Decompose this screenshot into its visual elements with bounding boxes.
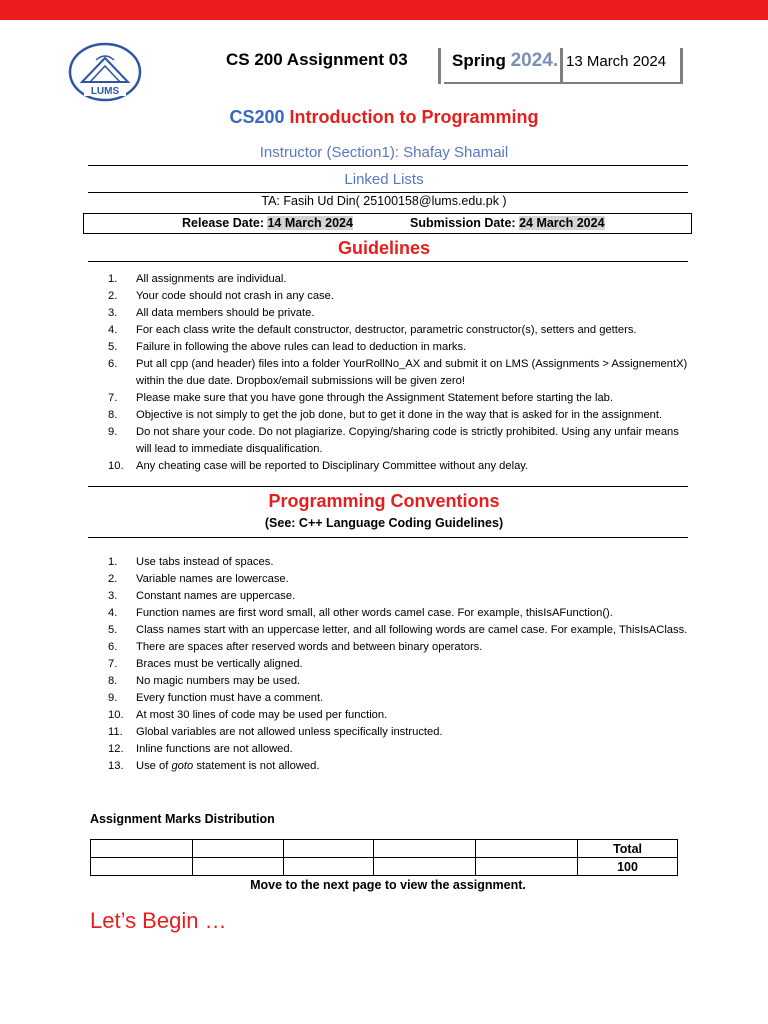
- topic: Linked Lists: [344, 171, 424, 188]
- list-item: 9. Do not share your code. Do not plagiarize. Copying/sharing code is strictly prohibited. Using any unfair means will lead to immediate disqualification.: [108, 426, 679, 455]
- submission-label: Submission Date:: [410, 216, 516, 230]
- term-year: 2024.: [510, 50, 559, 71]
- divider: [88, 261, 688, 262]
- list-item: 12. Inline functions are not allowed.: [108, 743, 293, 755]
- list-item: 3. Constant names are uppercase.: [108, 590, 296, 602]
- list-item: 5. Failure in following the above rules can lead to deduction in marks.: [108, 341, 467, 353]
- top-red-bar: [0, 0, 768, 20]
- submission-value: 24 March 2024: [519, 216, 605, 230]
- header-date: 13 March 2024: [566, 53, 667, 70]
- course-code: CS200: [229, 107, 285, 127]
- list-item: 2. Your code should not crash in any case.: [108, 290, 334, 302]
- table-cell: [283, 840, 374, 858]
- course-name: Introduction to Programming: [289, 107, 539, 127]
- guidelines-list: [0, 271, 696, 475]
- list-item: 10. At most 30 lines of code may be used per function.: [108, 709, 388, 721]
- list-item: 1. All assignments are individual.: [108, 273, 287, 285]
- list-item: 8. No magic numbers may be used.: [108, 675, 301, 687]
- term: [452, 50, 558, 72]
- conventions-subtitle: (See: C++ Language Coding Guidelines): [264, 516, 504, 530]
- header-separator: [560, 48, 563, 84]
- table-cell: [476, 858, 578, 876]
- list-item: 1. Use tabs instead of spaces.: [108, 556, 274, 568]
- header-separator: [438, 48, 441, 84]
- table-cell: [374, 858, 476, 876]
- list-item: 10. Any cheating case will be reported to Disciplinary Committee without any delay.: [108, 460, 529, 472]
- list-item: 4. For each class write the default constructor, destructor, parametric constructor(s), setters and getters.: [108, 324, 637, 336]
- list-item: 11. Global variables are not allowed unless specifically instructed.: [108, 726, 443, 738]
- divider: [88, 486, 688, 487]
- list-item: 8. Objective is not simply to get the job done, but to get it done in the way that is asked for in the assignment.: [108, 409, 663, 421]
- table-cell: [192, 840, 283, 858]
- course-title: [0, 107, 768, 128]
- header-separator: [680, 48, 683, 84]
- list-item: 7. Braces must be vertically aligned.: [108, 658, 303, 670]
- total-value: 100: [578, 858, 678, 876]
- logo-text: LUMS: [90, 86, 120, 97]
- release-label: Release Date:: [182, 216, 264, 230]
- divider: [88, 537, 688, 538]
- next-page-note: Move to the next page to view the assignment.: [250, 878, 526, 892]
- list-item: 5. Class names start with an uppercase letter, and all following words are camel case. For example, ThisIsAClass.: [108, 624, 688, 636]
- total-header: Total: [578, 840, 678, 858]
- list-item: 7. Please make sure that you have gone through the Assignment Statement before starting the lab.: [108, 392, 614, 404]
- guidelines-title: Guidelines: [337, 238, 431, 258]
- release-date: [182, 216, 353, 230]
- marks-table: [90, 839, 678, 876]
- list-item: 13. Use of goto statement is not allowed.: [108, 760, 320, 772]
- list-item: 3. All data members should be private.: [108, 307, 315, 319]
- table-cell: [283, 858, 374, 876]
- table-cell: [91, 858, 193, 876]
- submission-date: [410, 216, 605, 230]
- term-season: Spring: [452, 51, 506, 70]
- table-row: [91, 858, 678, 876]
- lets-begin: Let’s Begin …: [90, 908, 227, 933]
- table-cell: [192, 858, 283, 876]
- table-cell: [476, 840, 578, 858]
- conventions-title: Programming Conventions: [268, 491, 500, 511]
- table-cell: [374, 840, 476, 858]
- table-row: [91, 840, 678, 858]
- divider: [88, 192, 688, 193]
- list-item: 2. Variable names are lowercase.: [108, 573, 289, 585]
- list-item: 6. Put all cpp (and header) files into a folder YourRollNo_AX and submit it on LMS (Assignments > AssignementX) within the due date. Dropbox/email submissions will be given zero!: [108, 358, 688, 387]
- ta-info: TA: Fasih Ud Din( 25100158@lums.edu.pk ): [261, 194, 507, 208]
- release-value: 14 March 2024: [267, 216, 353, 230]
- marks-distribution-label: Assignment Marks Distribution: [90, 812, 275, 826]
- list-item: 4. Function names are first word small, all other words camel case. For example, thisIsAFunction().: [108, 607, 613, 619]
- lums-logo: [68, 42, 142, 102]
- conventions-list: [0, 554, 696, 775]
- assignment-title: CS 200 Assignment 03: [226, 50, 408, 69]
- divider: [88, 165, 688, 166]
- list-item: 6. There are spaces after reserved words and between binary operators.: [108, 641, 483, 653]
- table-cell: [91, 840, 193, 858]
- list-item: 9. Every function must have a comment.: [108, 692, 324, 704]
- instructor: Instructor (Section1): Shafay Shamail: [259, 144, 509, 161]
- header-underline: [444, 82, 682, 84]
- dates-box: [83, 213, 692, 234]
